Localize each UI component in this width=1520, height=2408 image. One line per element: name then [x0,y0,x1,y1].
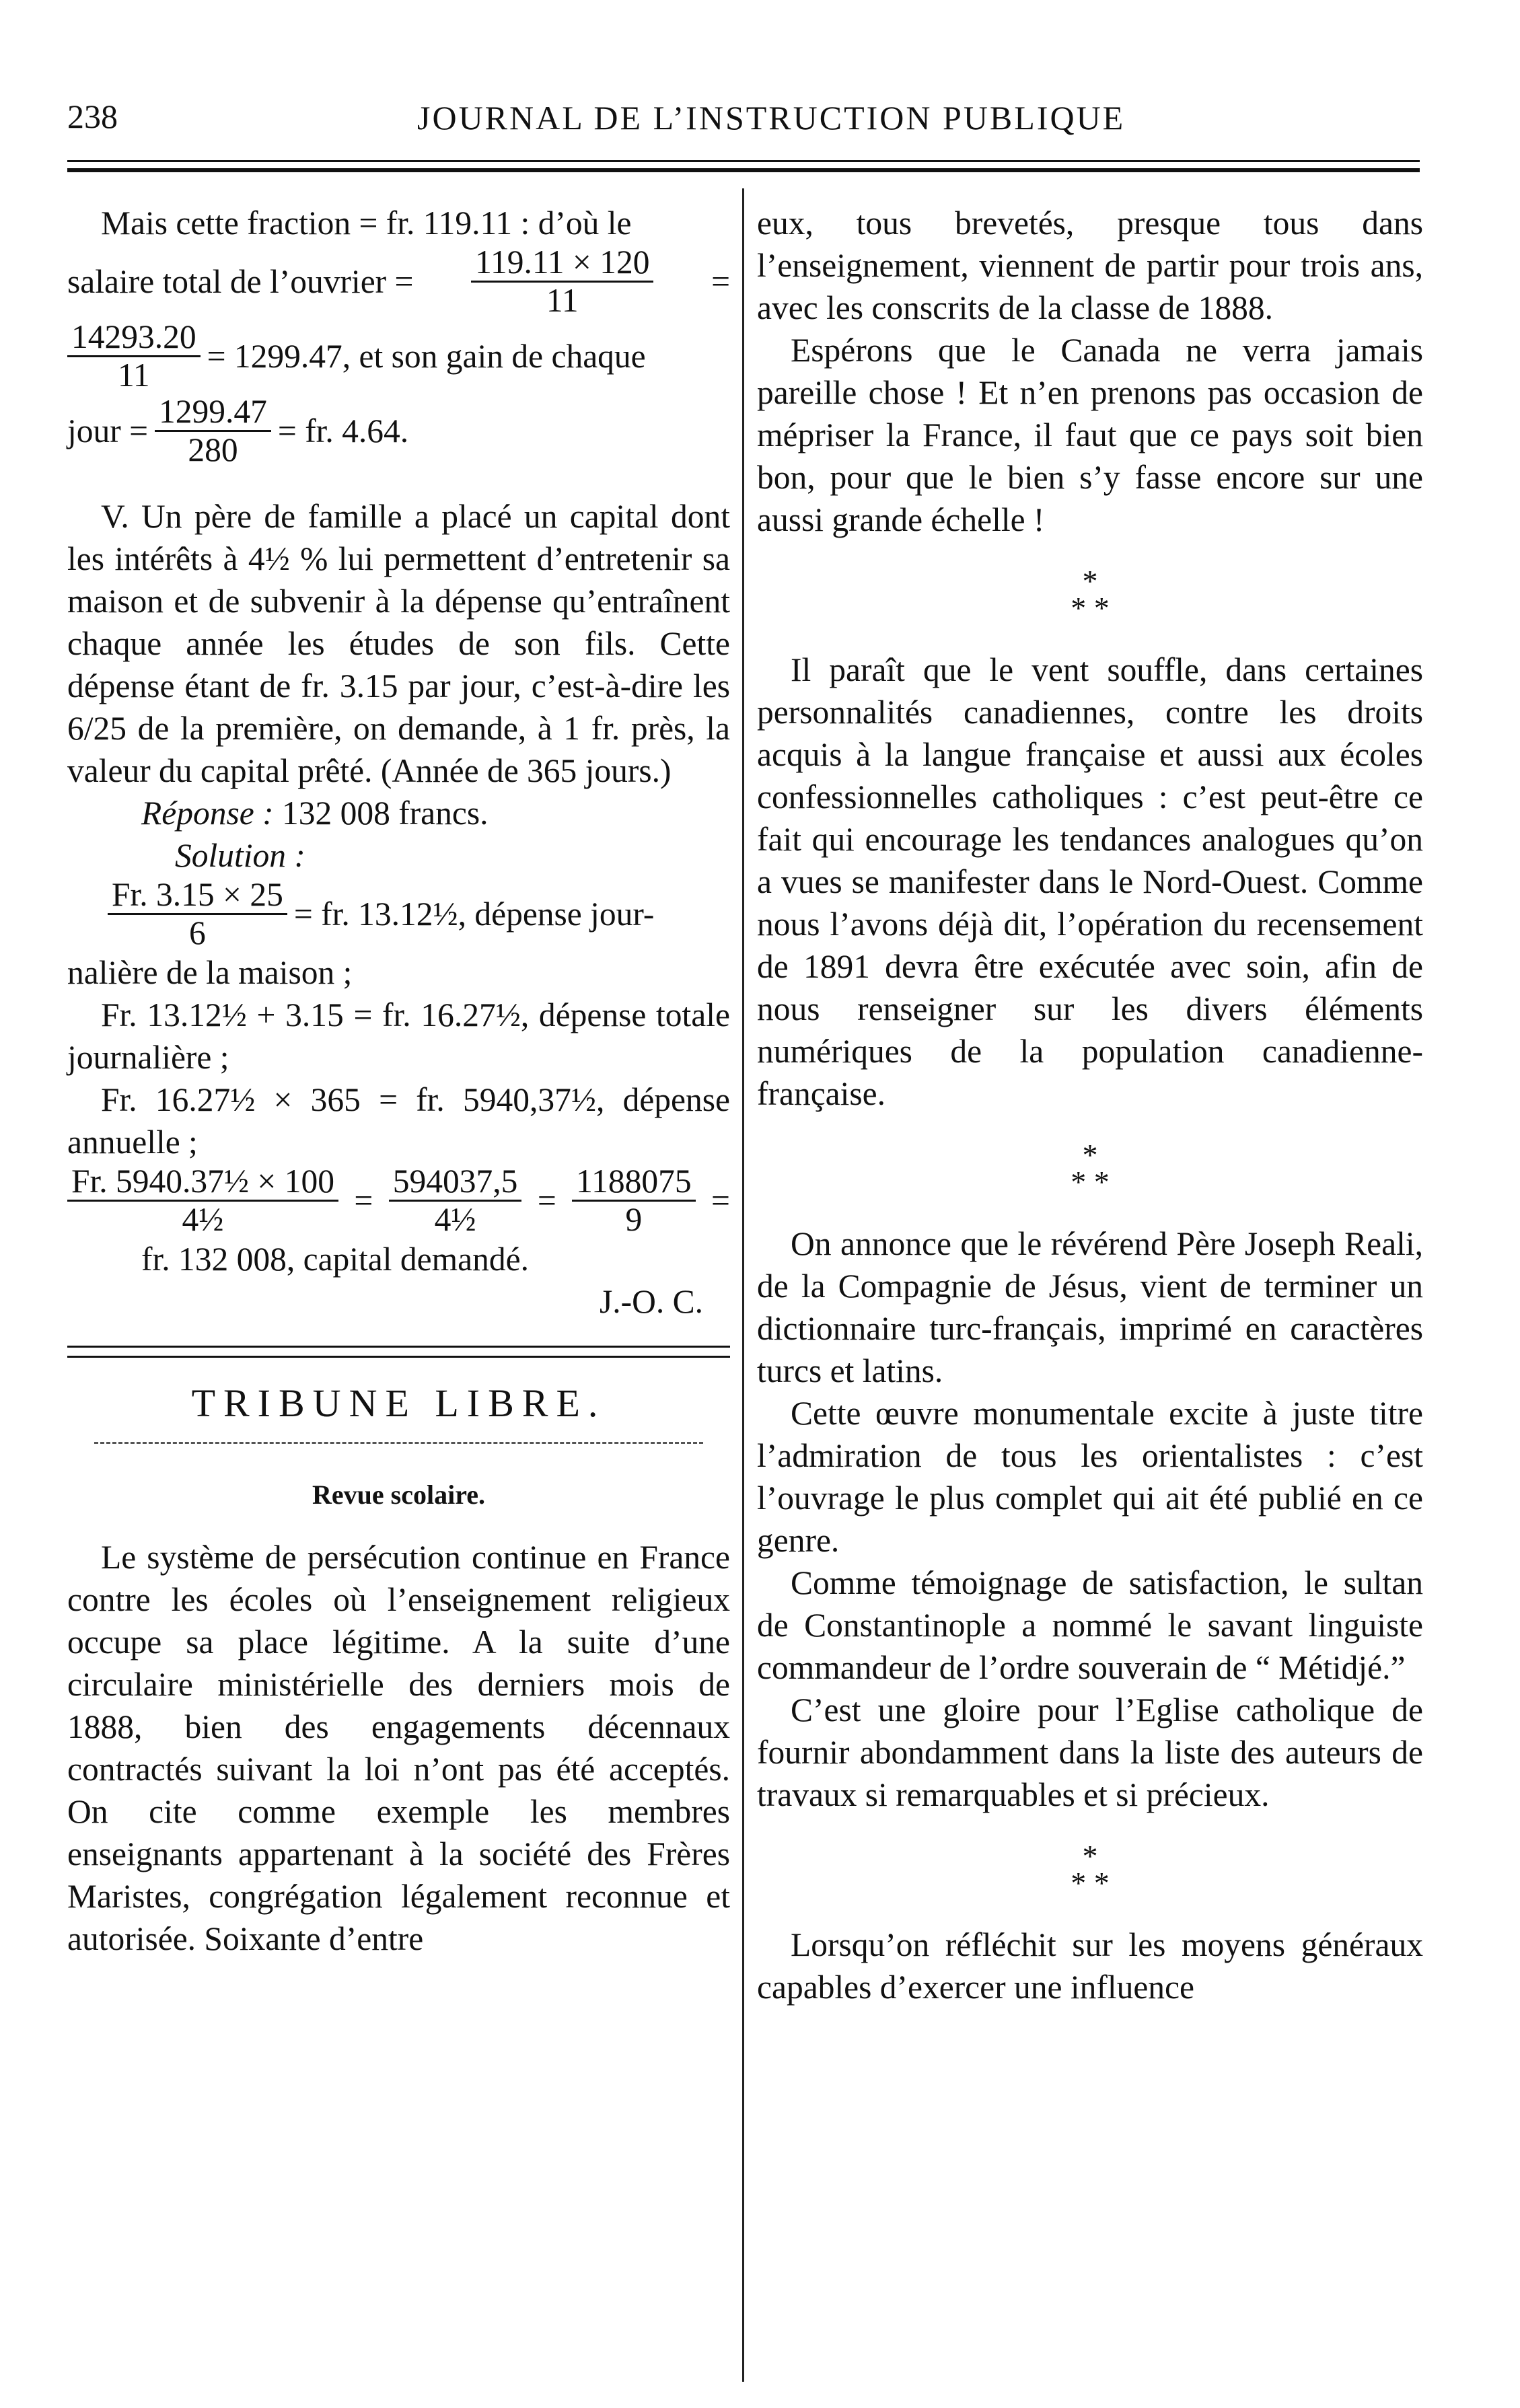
asterism-divider [757,1138,1423,1199]
equals-sign: = [537,1182,556,1219]
fraction-numerator: 119.11 × 120 [471,244,653,283]
right-column [757,202,1423,2008]
dashed-rule [94,1442,703,1447]
math-intro: Mais cette fraction = fr. 119.11 : d’où le [101,205,632,242]
article-paragraph: Le système de persécution continue en France contre les écoles où l’enseignement religieux occupe sa place légitime. A la suite d’une circulaire ministérielle des derniers mois de 1888, bien des engagements décennaux contractés suivant la loi n’ont pas été acceptés. On cite comme exemple les membres enseignants appartenant à la société des Frères Maristes, congrégation légalement reconnue et autorisée. Soixante d’entre [67,1539,730,1957]
equals-sign: = [711,1182,730,1219]
section-title: TRIBUNE LIBRE. [191,1381,606,1425]
paragraph-4: On annonce que le révérend Père Joseph Reali, de la Compagnie de Jésus, vient de terminer un dictionnaire turc-français, imprimé en caractères turcs et latins. [757,1225,1423,1389]
asterism-top: * [1082,564,1098,598]
fraction-numerator: Fr. 5940.37½ × 100 [67,1163,338,1202]
fraction-denominator: 11 [546,282,579,319]
paragraph-7: C’est une gloire pour l’Eglise catholique de fournir abondamment dans la liste des auteurs de travaux si remarquables et si précieux. [757,1691,1423,1813]
paragraph-8: Lorsqu’on réfléchit sur les moyens généraux capables d’exercer une influence [757,1926,1423,2006]
solution-line-1-tail: = fr. 13.12½, dépense jour- [293,896,655,933]
equals-sign: = [711,263,730,300]
fraction-numerator: Fr. 3.15 × 25 [108,877,287,915]
running-title: JOURNAL DE L’INSTRUCTION PUBLIQUE [417,99,1126,137]
fraction-numerator: 594037,5 [389,1163,522,1202]
math-line-gain [67,319,730,394]
solution-line-2: Fr. 13.12½ + 3.15 = fr. 16.27½, dépense totale journalière ; [67,996,730,1076]
asterism-bottom: * * [1071,591,1110,625]
reponse [67,792,730,834]
fraction-jour [155,394,271,468]
left-column [67,202,730,1960]
problem-text: V. Un père de famille a placé un capital dont les intérêts à 4½ % lui permettent d’entretenir sa maison et de subvenir à la dépense qu’entraînent chaque année les études de son fils. Cette dépense étant de fr. 3.15 par jour, c’est-à-dire les 6/25 de la première, on demande, à 1 fr. près, la valeur du capital prêté. (Année de 365 jours.) [67,498,730,789]
math-line-jour [67,394,730,468]
column-divider [742,188,744,2382]
fraction-denominator: 4½ [434,1201,476,1238]
header-rule-top [67,160,1420,162]
equals-sign: = [354,1182,373,1219]
fraction-numerator: 1299.47 [155,394,271,432]
paragraph-2: Espérons que le Canada ne verra jamais pareille chose ! Et n’en prenons pas occasion de mépriser la France, il faut que ce pays soit bien bon, pour que le bien s’y fasse encore sur une aussi grande échelle ! [757,332,1423,538]
article-subheading: Revue scolaire. [312,1480,485,1510]
solution-line-4 [67,1163,730,1238]
asterism-bottom: * * [1071,1866,1110,1900]
math-line-salaire [67,244,730,319]
section-double-rule [67,1346,730,1358]
fraction-denominator: 11 [117,357,150,394]
fraction-denominator: 6 [189,914,206,951]
fraction-s4b [389,1163,522,1238]
fraction-total [67,319,201,394]
asterism-divider [757,1839,1423,1900]
paragraph-5: Cette œuvre monumentale excite à juste titre l’admiration de tous les orientalistes : c’est l’ouvrage le plus complet qui ait été publié en ce genre. [757,1395,1423,1559]
jour-label: jour = [67,412,149,449]
paragraph-6: Comme témoignage de satisfaction, le sultan de Constantinople a nommé le savant linguiste commandeur de l’ordre souverain de “ Métidjé.” [757,1564,1423,1686]
fraction-s4a [67,1163,338,1238]
asterism-bottom: * * [1071,1165,1110,1199]
fraction-denominator: 9 [625,1201,643,1238]
jour-result: = fr. 4.64. [277,412,409,449]
fraction-s4c [572,1163,695,1238]
fraction-salaire [471,244,653,319]
fraction-numerator: 14293.20 [67,319,201,357]
fraction-numerator: 1188075 [572,1163,695,1202]
reponse-value: 132 008 francs. [281,795,488,832]
asterism-top: * [1082,1138,1098,1172]
solution-line-1 [67,877,730,951]
page-number: 238 [67,98,118,135]
asterism-divider [757,564,1423,625]
fraction-s1 [108,877,287,951]
salaire-text: salaire total de l’ouvrier = [67,263,414,300]
solution-result: fr. 132 008, capital demandé. [141,1241,529,1278]
paragraph-1: eux, tous brevetés, presque tous dans l’enseignement, viennent de partir pour trois ans, avec les conscrits de la classe de 1888. [757,205,1423,326]
fraction-denominator: 4½ [182,1201,224,1238]
solution-line-1-cont: nalière de la maison ; [67,954,353,991]
gain-text: = 1299.47, et son gain de chaque [207,338,646,375]
header-rule-bottom [67,168,1420,172]
asterism-top: * [1082,1839,1098,1873]
solution-line-3: Fr. 16.27½ × 365 = fr. 5940,37½, dépense annuelle ; [67,1081,730,1161]
fraction-denominator: 280 [188,431,238,468]
solution-label: Solution : [175,837,305,874]
reponse-label: Réponse : [141,795,274,832]
paragraph-3: Il paraît que le vent souffle, dans certaines personnalités canadiennes, contre les droits acquis à la langue française et aussi aux écoles confessionnelles catholiques : c’est peut-être ce fait qui encourage les tendances analogues qu’on a vues se manifester dans le Nord-Ouest. Comme nous l’avons déjà dit, l’opération du recensement de 1891 devra être exécutée avec soin, afin de nous renseigner sur les divers éléments numériques de la population canadienne-française. [757,651,1423,1112]
signature: J.-O. C. [599,1283,703,1320]
